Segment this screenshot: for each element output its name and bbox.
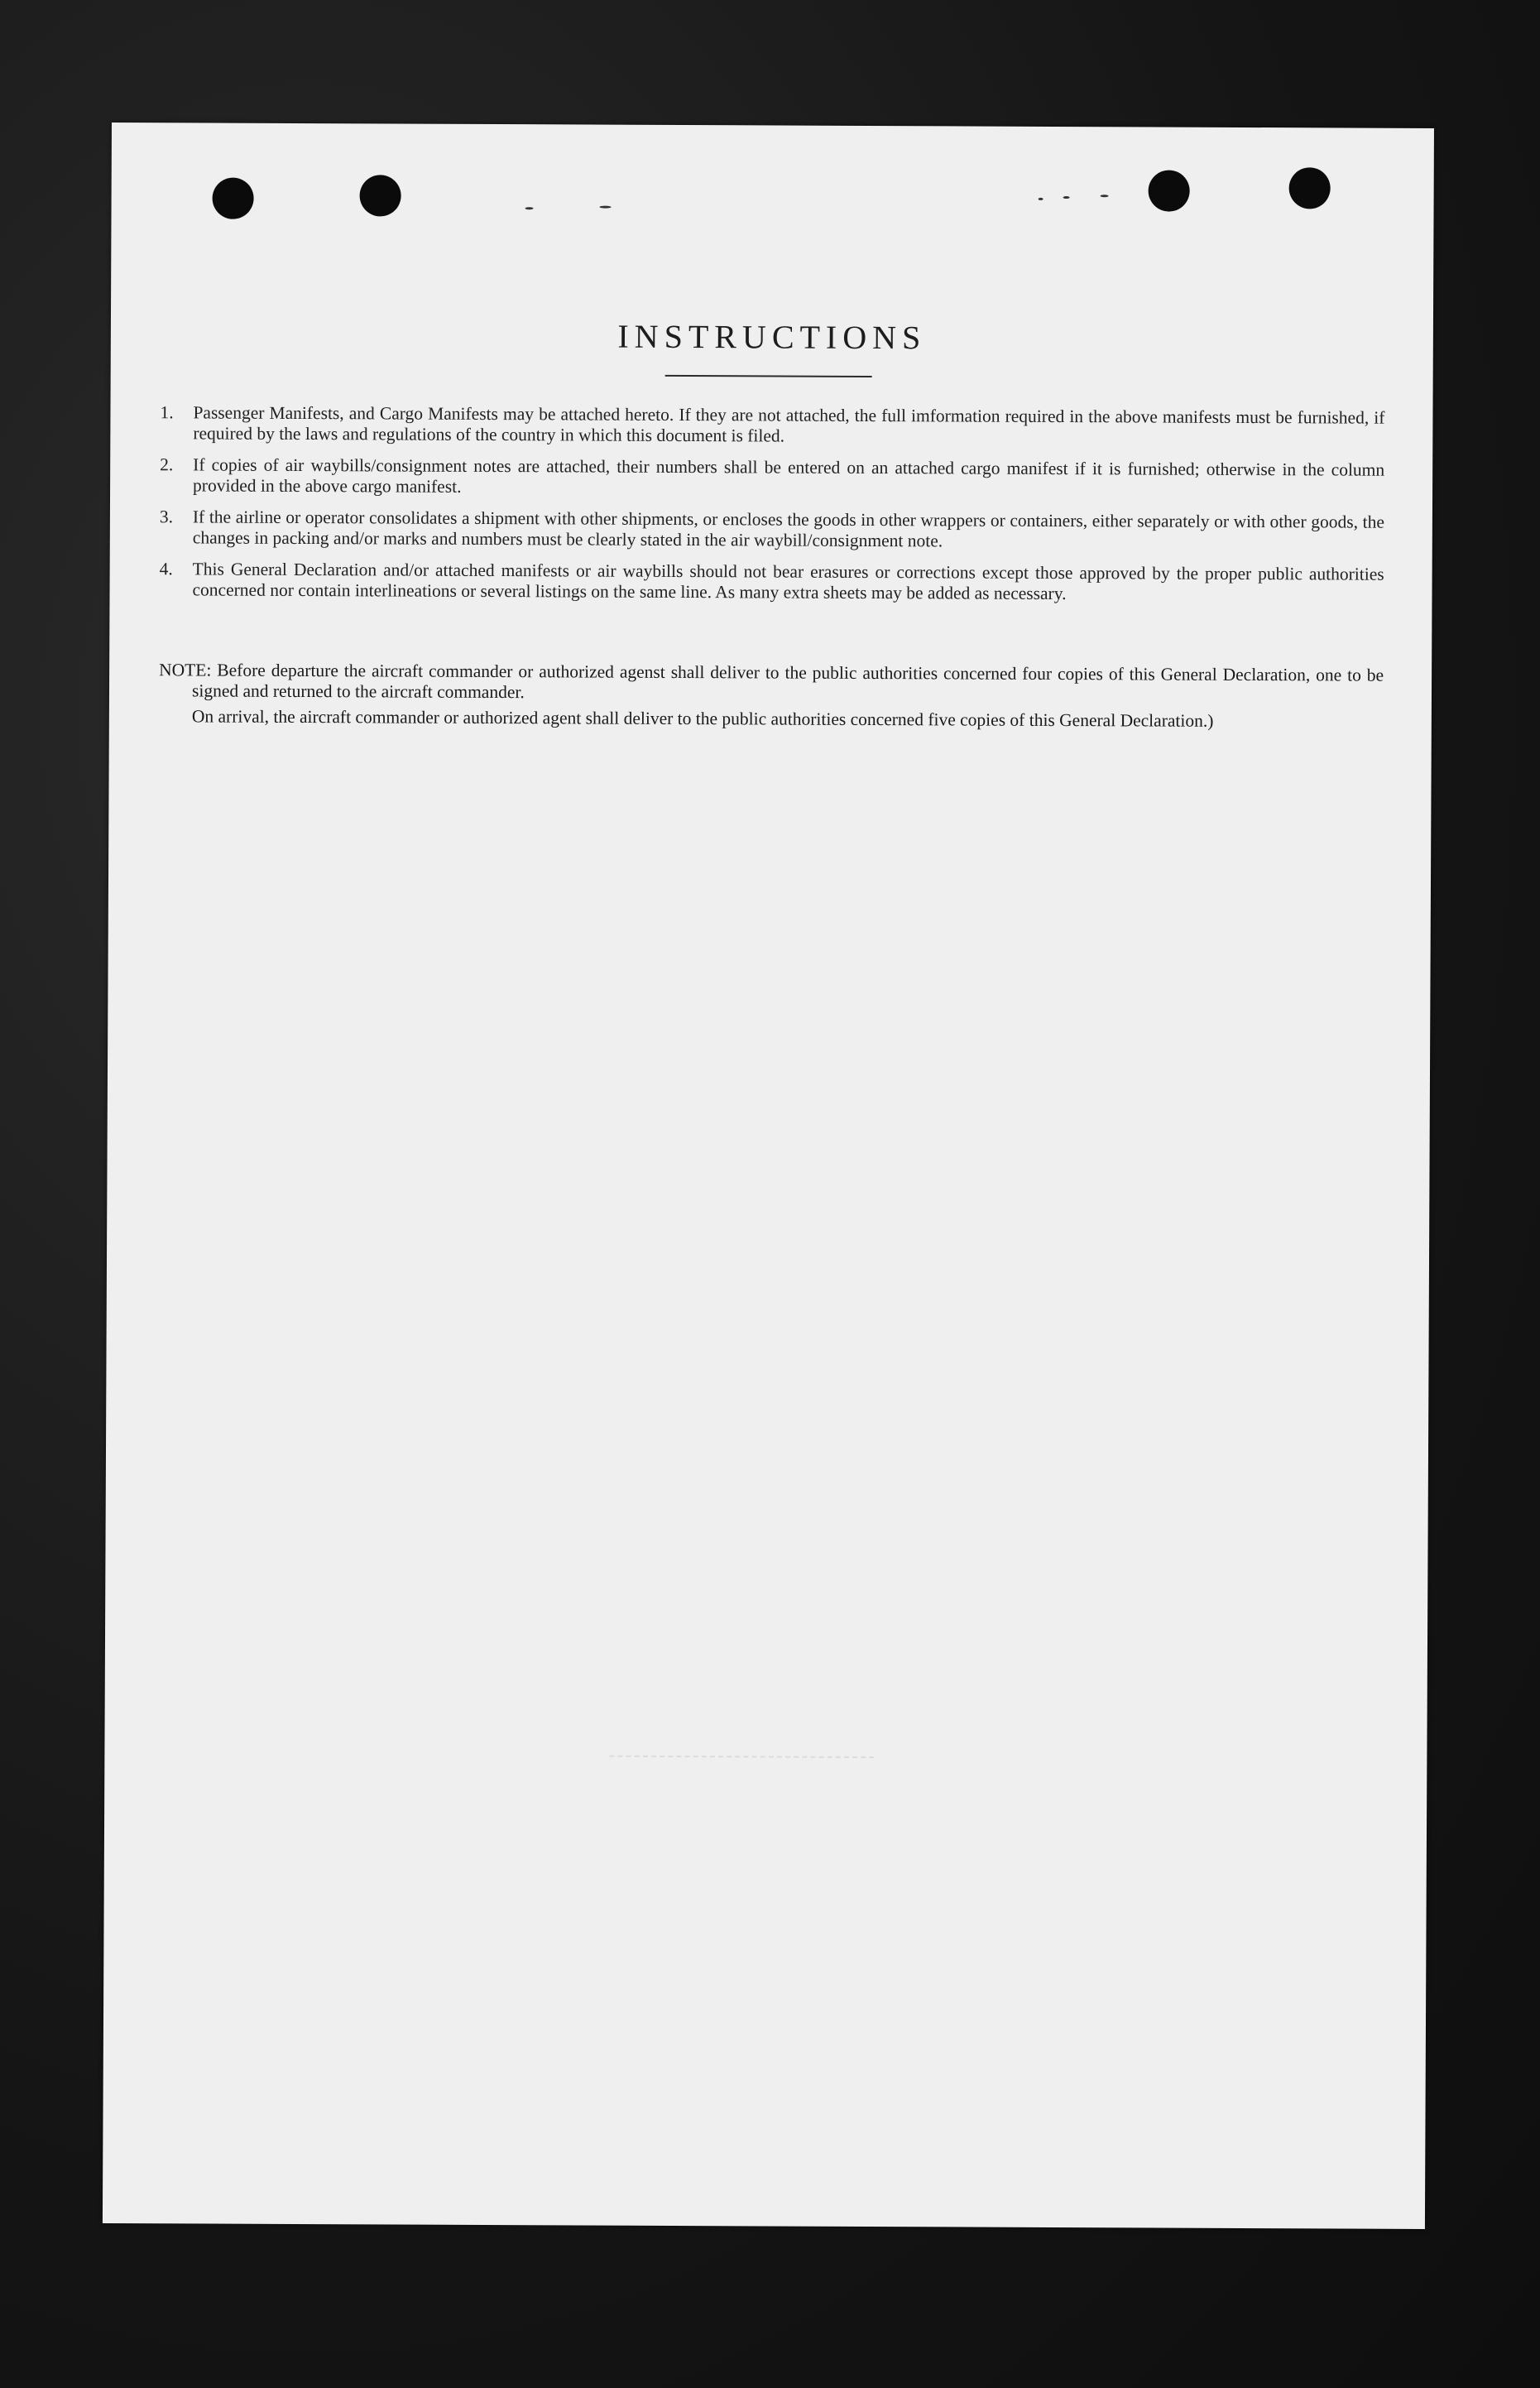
item-number: 3. xyxy=(159,507,174,527)
list-item xyxy=(159,559,1384,605)
punch-hole-3 xyxy=(1149,170,1190,211)
item-number: 1. xyxy=(160,402,174,423)
dust-speck xyxy=(525,207,534,209)
dust-speck xyxy=(1101,195,1109,197)
dust-speck xyxy=(1039,198,1043,200)
item-number: 4. xyxy=(159,559,173,579)
list-item xyxy=(160,454,1384,501)
page-title: INSTRUCTIONS xyxy=(617,317,927,357)
note-block xyxy=(159,660,1384,732)
list-item xyxy=(160,507,1384,553)
item-text: Passenger Manifests, and Cargo Manifests may be attached hereto. If they are not attached, the full imformation required in the above manifests must be furnished, if required by the laws and regulations of the country in which this document is filed. xyxy=(193,402,1385,446)
bleed-through-signature xyxy=(609,1723,874,1758)
item-text: If copies of air waybills/consignment notes are attached, their numbers shall be entered on an attached cargo manifest if it is furnished; otherwise in the column provided in the above cargo manifest. xyxy=(193,454,1385,497)
item-number: 2. xyxy=(160,454,174,475)
list-item xyxy=(160,402,1384,449)
punch-hole-4 xyxy=(1289,167,1331,209)
punch-hole-2 xyxy=(360,175,401,216)
instructions-list xyxy=(159,402,1384,616)
title-underline xyxy=(665,375,872,377)
dust-speck xyxy=(600,206,612,209)
dust-speck xyxy=(1063,196,1070,199)
punch-hole-1 xyxy=(212,178,253,219)
item-text: This General Declaration and/or attached manifests or air waybills should not bear erasures or corrections except those approved by the proper public authorities concerned nor contain interlineations or several listings on the same line. As many extra sheets may be added as necessary. xyxy=(192,559,1384,604)
document-page xyxy=(103,123,1434,2229)
item-text: If the airline or operator consolidates a shipment with other shipments, or encloses the goods in other wrappers or containers, either separately or with other goods, the changes in packing and/or marks and numbers must be clearly stated in the air waybill/consignment note. xyxy=(192,507,1384,551)
note-departure: NOTE: Before departure the aircraft commander or authorized agenst shall deliver to the public authorities concerned four copies of this General Declaration, one to be signed and returned to the aircraft commander. xyxy=(159,660,1384,703)
note-arrival: On arrival, the aircraft commander or authorized agent shall deliver to the public authorities concerned five copies of this General Declaration.) xyxy=(191,706,1214,731)
